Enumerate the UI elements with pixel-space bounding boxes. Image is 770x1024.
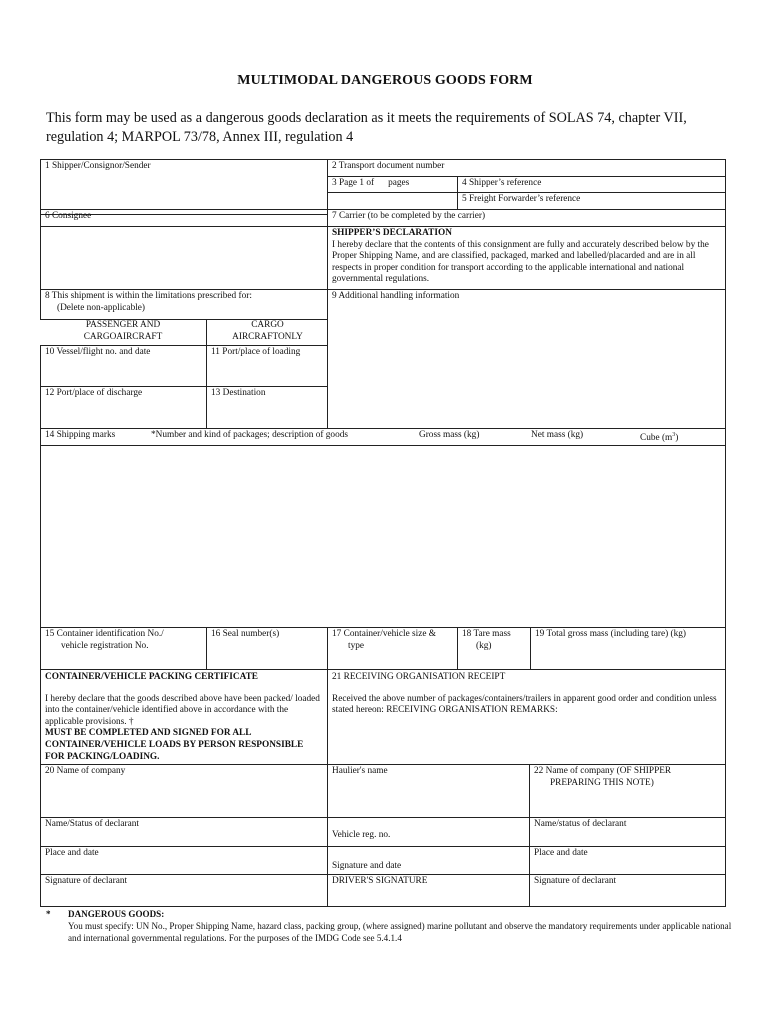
footnote-asterisk: * <box>46 909 51 919</box>
footnote-text: You must specify: UN No., Proper Shipping Name, hazard class, packing group, (where assigned) marine pollutant and observe the mandatory requirements under applicable national and international governmental regulations. For the purposes of the IMDG Code see 5.4.1.4 <box>68 921 732 943</box>
drivers-signature[interactable] <box>327 874 530 907</box>
field-2-transport-doc[interactable] <box>327 159 726 177</box>
field-6-label: 6 Consignee <box>45 211 92 221</box>
field-15-label-2: vehicle registration No. <box>61 640 149 651</box>
signature-declarant-left[interactable] <box>40 874 328 907</box>
field-8-limitations <box>40 289 328 320</box>
field-16-seal[interactable] <box>206 627 328 670</box>
cube-close: ) <box>675 433 679 444</box>
passenger-line1: PASSENGER AND <box>85 320 161 330</box>
place-date-right-label: Place and date <box>534 848 588 858</box>
declaration-text: I hereby declare that the contents of this consignment are fully and accurately described below by the Proper Shipping Name, and are classified, packaged, marked and labelled/placarded and are in all respects in proper condition for transport according to the applicable international and national governmental regulations. <box>332 239 709 285</box>
signature-declarant-right[interactable] <box>529 874 726 907</box>
field-22-company[interactable] <box>529 764 726 818</box>
field-9-label: 9 Additional handling information <box>332 291 460 301</box>
name-status-declarant-left[interactable] <box>40 817 328 847</box>
vehicle-reg-no[interactable] <box>327 817 530 847</box>
field-14-shipping-marks: 14 Shipping marks <box>45 430 116 440</box>
field-20-company[interactable] <box>40 764 328 818</box>
option-cargo-aircraft-only[interactable] <box>206 319 328 345</box>
field-3-page[interactable] <box>327 176 458 193</box>
hauliers-name-label: Haulier's name <box>332 766 388 776</box>
field-4-label: 4 Shipper’s reference <box>462 178 542 188</box>
field-18-label-2: (kg) <box>476 640 492 651</box>
certificate-requirement: MUST BE COMPLETED AND SIGNED FOR ALL CONTAINER/VEHICLE LOADS BY PERSON RESPONSIBLE FOR PACKING/LOADING. <box>45 728 304 762</box>
field-5-forwarder-ref[interactable] <box>457 192 726 210</box>
field-17-label-2: type <box>348 640 365 651</box>
field-4-shipper-ref[interactable] <box>457 176 726 193</box>
field-10-label: 10 Vessel/flight no. and date <box>45 347 151 357</box>
place-date-right[interactable] <box>529 846 726 875</box>
field-13-destination[interactable] <box>206 386 328 429</box>
field-17-container-size[interactable] <box>327 627 458 670</box>
intro-text: This form may be used as a dangerous goods declaration as it meets the requirements of SOLAS 74, chapter VII, regulation 4; MARPOL 73/78, Annex III, regulation 4 <box>46 110 687 145</box>
passenger-line2: CARGOAIRCRAFT <box>83 331 163 342</box>
certificate-text: I hereby declare that the goods described above have been packed/ loaded into the container/vehicle identified above in accordance with the applicable provisions. † <box>45 693 320 727</box>
field-7-label: 7 Carrier (to be completed by the carrier) <box>332 211 486 221</box>
field-6-header <box>40 209 328 227</box>
sig-right-label: Signature of declarant <box>534 876 617 886</box>
field-15-container-id[interactable] <box>40 627 207 670</box>
field-15-label: 15 Container identification No./ <box>45 629 164 639</box>
field-19-total-gross[interactable] <box>530 627 726 670</box>
signature-date-label: Signature and date <box>332 861 402 871</box>
vehicle-reg-label: Vehicle reg. no. <box>332 830 391 840</box>
field-11-label: 11 Port/place of loading <box>211 347 301 357</box>
field-8-label: 8 This shipment is within the limitations prescribed for: <box>45 291 252 301</box>
field-9-handling-info[interactable] <box>327 289 726 429</box>
field-18-tare-mass[interactable] <box>457 627 531 670</box>
field-3-pages: pages <box>388 178 410 188</box>
field-21-receipt <box>327 669 726 765</box>
option-passenger-cargo-aircraft[interactable] <box>40 319 206 345</box>
cube-label: Cube (m <box>640 433 673 444</box>
field-19-label: 19 Total gross mass (including tare) (kg) <box>535 629 686 639</box>
field-2-label: 2 Transport document number <box>332 161 445 171</box>
footnote-heading: DANGEROUS GOODS: <box>68 909 165 919</box>
field-14-goods-area[interactable] <box>40 445 726 628</box>
field-8-note: (Delete non-applicable) <box>57 302 146 313</box>
hauliers-name[interactable] <box>327 764 530 818</box>
field-1-label: 1 Shipper/Consignor/Sender <box>45 161 151 171</box>
form-title: MULTIMODAL DANGEROUS GOODS FORM <box>237 73 533 88</box>
field-21-label: 21 RECEIVING ORGANISATION RECEIPT <box>332 672 506 682</box>
field-17-label: 17 Container/vehicle size & <box>332 629 437 639</box>
place-date-left[interactable] <box>40 846 328 875</box>
form-grid <box>41 160 726 908</box>
name-status-left-label: Name/Status of declarant <box>45 819 139 829</box>
field-5-label: 5 Freight Forwarder’s reference <box>462 194 581 204</box>
signature-date[interactable] <box>327 846 530 875</box>
field-18-label: 18 Tare mass <box>462 629 511 639</box>
field-3-label: 3 Page 1 of <box>332 178 375 188</box>
packing-certificate <box>40 669 328 765</box>
field-14-header <box>40 428 726 446</box>
name-status-right-label: Name/status of declarant <box>534 819 627 829</box>
field-11-port-loading[interactable] <box>206 345 328 387</box>
name-status-declarant-right[interactable] <box>529 817 726 847</box>
cargo-line1: CARGO <box>251 320 284 330</box>
field-14-gross-mass: Gross mass (kg) <box>419 430 480 440</box>
drivers-signature-label: DRIVER'S SIGNATURE <box>332 876 428 886</box>
field-12-label: 12 Port/place of discharge <box>45 388 143 398</box>
field-14-description: *Number and kind of packages; description of goods <box>151 430 348 440</box>
sig-left-label: Signature of declarant <box>45 876 128 886</box>
field-12-port-discharge[interactable] <box>40 386 207 429</box>
cube-superscript: 3 <box>672 432 676 438</box>
place-date-left-label: Place and date <box>45 848 99 858</box>
field-14-net-mass: Net mass (kg) <box>531 430 584 440</box>
field-10-vessel[interactable] <box>40 345 207 387</box>
field-1-shipper[interactable] <box>40 159 328 215</box>
field-14-cube <box>640 430 678 445</box>
shippers-declaration <box>327 226 726 290</box>
field-22-label: 22 Name of company (OF SHIPPER <box>534 766 672 776</box>
certificate-title: CONTAINER/VEHICLE PACKING CERTIFICATE <box>45 672 259 682</box>
field-20-label: 20 Name of company <box>45 766 126 776</box>
field-13-label: 13 Destination <box>211 388 266 398</box>
field-7-carrier[interactable] <box>327 209 726 227</box>
field-22-label-2: PREPARING THIS NOTE) <box>550 777 654 788</box>
field-16-label: 16 Seal number(s) <box>211 629 280 639</box>
declaration-title: SHIPPER’S DECLARATION <box>332 228 452 238</box>
field-21-remarks: Received the above number of packages/containers/trailers in apparent good order and condition unless stated hereon: RECEIVING ORGANISATION REMARKS: <box>332 693 717 716</box>
field-6-consignee[interactable] <box>40 226 328 290</box>
cargo-line2: AIRCRAFTONLY <box>232 331 303 342</box>
